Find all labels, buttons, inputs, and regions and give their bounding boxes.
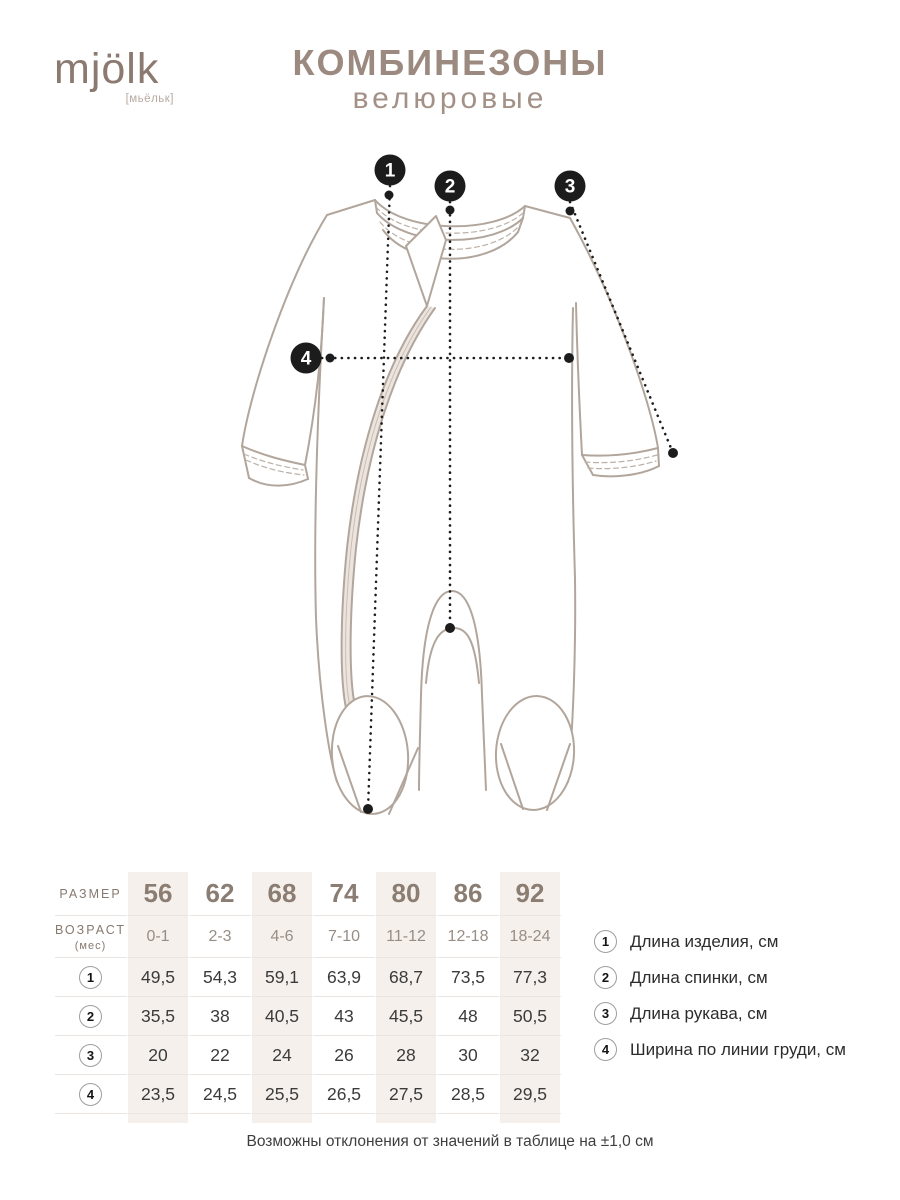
zipper-flap <box>406 216 446 306</box>
legend-number-badge: 4 <box>594 1038 617 1061</box>
size-value: 74 <box>329 878 359 908</box>
measure-value: 40,5 <box>264 1005 300 1026</box>
size-value: 62 <box>205 878 235 908</box>
row-number-badge: 2 <box>79 1005 102 1028</box>
svg-text:2: 2 <box>444 176 456 198</box>
measure-value: 28 <box>396 1044 416 1065</box>
size-value: 80 <box>391 878 421 908</box>
brand-logo-transcription: [мьёльк] <box>125 93 174 105</box>
measure-value: 35,5 <box>140 1005 176 1026</box>
age-label: ВОЗРАСТ (мес) <box>55 923 127 952</box>
row-number-badge: 1 <box>79 966 102 989</box>
measure-value: 73,5 <box>450 966 486 987</box>
right-foot <box>493 694 577 812</box>
tolerance-note: Возможны отклонения от значений в таблице на ±1,0 см <box>246 1133 654 1150</box>
legend-label: Длина изделия, см <box>630 931 779 951</box>
measure-marker-1 <box>375 155 406 186</box>
svg-text:1: 1 <box>384 160 396 182</box>
measure-value: 49,5 <box>140 966 176 987</box>
age-value: 2-3 <box>208 927 232 945</box>
table-row <box>55 1036 562 1075</box>
measure-marker-4 <box>291 343 322 374</box>
measure-value: 54,3 <box>202 966 238 987</box>
size-value: 56 <box>143 878 173 908</box>
table-row <box>55 997 562 1036</box>
measure-value: 68,7 <box>388 966 424 987</box>
legend-item <box>594 1002 846 1025</box>
svg-text:4: 4 <box>300 348 312 370</box>
table-spacer-row <box>55 1114 562 1123</box>
age-value: 4-6 <box>270 927 294 945</box>
measure-value: 26 <box>334 1044 354 1065</box>
table-row <box>55 1075 562 1114</box>
zipper <box>342 306 435 708</box>
legend-item <box>594 966 846 989</box>
measure-value: 77,3 <box>512 966 548 987</box>
measure-value: 63,9 <box>326 966 362 987</box>
age-row <box>55 916 562 958</box>
age-value: 0-1 <box>146 927 170 945</box>
age-value: 12-18 <box>447 927 489 945</box>
page-header <box>0 44 900 115</box>
measure-marker-3 <box>555 171 586 202</box>
measure-value: 24 <box>272 1044 292 1065</box>
measure-value: 38 <box>210 1005 230 1026</box>
measure-value: 20 <box>148 1044 168 1065</box>
legend-number-badge: 3 <box>594 1002 617 1025</box>
age-value: 11-12 <box>386 927 426 945</box>
measure-value: 32 <box>520 1044 540 1065</box>
onesie-technical-drawing <box>230 148 690 854</box>
svg-text:3: 3 <box>564 176 576 198</box>
measure-value: 48 <box>458 1005 478 1026</box>
measure-value: 24,5 <box>202 1083 238 1104</box>
measure-value: 25,5 <box>264 1083 300 1104</box>
legend-item <box>594 1038 846 1061</box>
brand-logo-name: mjölk <box>54 45 160 93</box>
row-number-badge: 4 <box>79 1083 102 1106</box>
measure-value: 23,5 <box>140 1083 176 1104</box>
size-row <box>55 872 562 916</box>
garment-measure-diagram <box>230 148 690 854</box>
page-subtitle: велюровые <box>352 81 548 115</box>
right-cuff-stitching <box>585 455 657 469</box>
legend-number-badge: 2 <box>594 966 617 989</box>
table-row <box>55 958 562 997</box>
measure-marker-2 <box>435 171 466 202</box>
legend-item <box>594 930 846 953</box>
measure-value: 43 <box>334 1005 354 1026</box>
measure-value: 22 <box>210 1044 230 1065</box>
size-label: РАЗМЕР <box>59 886 122 901</box>
measure-value: 27,5 <box>388 1083 424 1104</box>
age-value: 18-24 <box>509 927 551 945</box>
size-value: 68 <box>267 878 297 908</box>
measure-value: 45,5 <box>388 1005 424 1026</box>
right-sleeve <box>525 206 659 476</box>
age-value: 7-10 <box>328 927 361 945</box>
measure-value: 59,1 <box>264 966 300 987</box>
size-table <box>55 872 562 1123</box>
row-number-badge: 3 <box>79 1044 102 1067</box>
legend-label: Ширина по линии груди, см <box>630 1039 846 1059</box>
legend-label: Длина спинки, см <box>630 967 768 987</box>
feet <box>328 693 577 816</box>
measure-value: 50,5 <box>512 1005 548 1026</box>
size-value: 92 <box>515 878 545 908</box>
measure-value: 28,5 <box>450 1083 486 1104</box>
measurement-legend <box>594 930 846 1074</box>
measure-value: 29,5 <box>512 1083 548 1104</box>
measure-value: 26,5 <box>326 1083 362 1104</box>
size-value: 86 <box>453 878 483 908</box>
legend-label: Длина рукава, см <box>630 1003 768 1023</box>
page-title: КОМБИНЕЗОНЫ <box>292 42 608 83</box>
legend-number-badge: 1 <box>594 930 617 953</box>
measure-value: 30 <box>458 1044 478 1065</box>
